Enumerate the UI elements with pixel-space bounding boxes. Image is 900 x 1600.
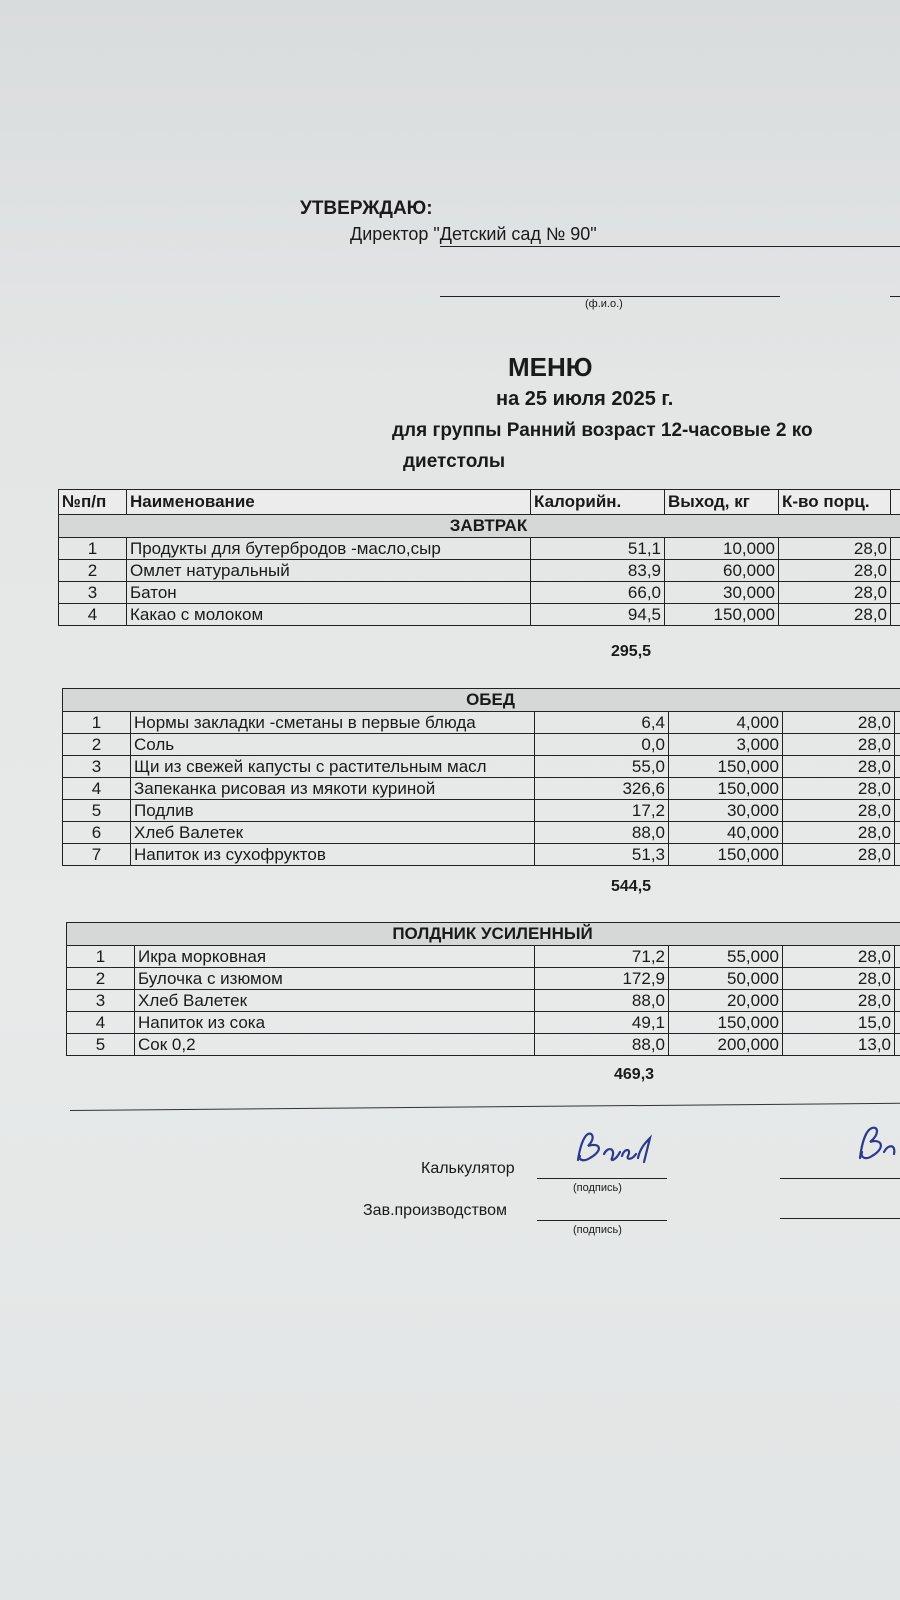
row-output: 30,000: [665, 582, 779, 604]
row-number: 2: [59, 560, 127, 582]
table-row: [63, 822, 900, 844]
row-name: Хлеб Валетек: [131, 822, 535, 844]
calculator-right-line: [780, 1178, 900, 1179]
row-portions: 28,0: [783, 778, 895, 800]
table-row: [63, 734, 900, 756]
section-title: ОБЕД: [63, 689, 900, 712]
row-name: Нормы закладки -сметаны в первые блюда: [131, 712, 535, 734]
fio-line: [440, 296, 780, 297]
breakfast-table: [58, 489, 900, 626]
table-row: [67, 1034, 900, 1056]
row-calories: 55,0: [535, 756, 669, 778]
row-output: 200,000: [669, 1034, 783, 1056]
calculator-sub: (подпись): [573, 1182, 622, 1194]
production-head-sub: (подпись): [573, 1224, 622, 1236]
table-row: [63, 756, 900, 778]
row-calories: 88,0: [535, 822, 669, 844]
row-output: 150,000: [665, 604, 779, 626]
row-name: Омлет натуральный: [127, 560, 531, 582]
row-number: 1: [63, 712, 131, 734]
row-portions: 28,0: [783, 822, 895, 844]
row-number: 1: [67, 946, 135, 968]
calculator-label: Калькулятор: [421, 1160, 515, 1177]
calculator-signature-line: [537, 1178, 667, 1179]
row-portions: 28,0: [779, 538, 891, 560]
row-calories: 6,4: [535, 712, 669, 734]
breakfast-total: 295,5: [611, 643, 652, 660]
table-row: [59, 560, 900, 582]
menu-title: МЕНЮ: [508, 352, 593, 382]
col-header-number: №п/п: [59, 490, 127, 515]
row-portions: 28,0: [783, 968, 895, 990]
row-output: 10,000: [665, 538, 779, 560]
row-output: 150,000: [669, 756, 783, 778]
row-number: 5: [63, 800, 131, 822]
section-title: ЗАВТРАК: [59, 515, 900, 538]
row-portions: 28,0: [783, 756, 895, 778]
row-output: 55,000: [669, 946, 783, 968]
table-row: [67, 946, 900, 968]
row-output: 150,000: [669, 1012, 783, 1034]
row-portions: 28,0: [779, 582, 891, 604]
row-number: 4: [59, 604, 127, 626]
row-number: 2: [67, 968, 135, 990]
row-calories: 172,9: [535, 968, 669, 990]
production-head-label: Зав.производством: [363, 1202, 507, 1219]
row-name: Напиток из сока: [135, 1012, 535, 1034]
row-name: Булочка с изюмом: [135, 968, 535, 990]
row-calories: 88,0: [535, 1034, 669, 1056]
row-output: 30,000: [669, 800, 783, 822]
row-calories: 88,0: [535, 990, 669, 1012]
row-output: 40,000: [669, 822, 783, 844]
col-header-name: Наименование: [127, 490, 531, 515]
calculator-signature-mark: [570, 1128, 670, 1178]
row-number: 1: [59, 538, 127, 560]
section-title: ПОЛДНИК УСИЛЕННЫЙ: [67, 923, 900, 946]
production-head-signature-line: [537, 1220, 667, 1221]
row-output: 150,000: [669, 778, 783, 800]
row-output: 60,000: [665, 560, 779, 582]
right-signature-mark: [850, 1122, 900, 1172]
row-name: Хлеб Валетек: [135, 990, 535, 1012]
approve-heading: УТВЕРЖДАЮ:: [300, 198, 433, 219]
row-number: 5: [67, 1034, 135, 1056]
row-portions: 28,0: [779, 560, 891, 582]
separator-line: [70, 1103, 900, 1111]
table-row: [67, 1012, 900, 1034]
row-name: Соль: [131, 734, 535, 756]
row-portions: 28,0: [779, 604, 891, 626]
row-name: Подлив: [131, 800, 535, 822]
row-name: Батон: [127, 582, 531, 604]
row-calories: 17,2: [535, 800, 669, 822]
section-title-row: [63, 689, 900, 712]
row-portions: 28,0: [783, 844, 895, 866]
production-head-right-line: [780, 1218, 900, 1219]
section-title-row: [59, 515, 900, 538]
row-number: 3: [63, 756, 131, 778]
row-name: Продукты для бутербродов -масло,сыр: [127, 538, 531, 560]
row-calories: 51,1: [531, 538, 665, 560]
fio-line-right: [890, 296, 900, 297]
row-calories: 94,5: [531, 604, 665, 626]
row-number: 4: [67, 1012, 135, 1034]
section-title-row: [67, 923, 900, 946]
row-name: Какао с молоком: [127, 604, 531, 626]
director-signature-line: [440, 246, 900, 247]
fio-caption: (ф.и.о.): [585, 298, 623, 310]
table-row: [63, 844, 900, 866]
table-row: [67, 968, 900, 990]
row-portions: 28,0: [783, 990, 895, 1012]
row-number: 2: [63, 734, 131, 756]
table-row: [63, 712, 900, 734]
menu-diet: диетстолы: [403, 451, 506, 472]
row-calories: 0,0: [535, 734, 669, 756]
table-row: [59, 538, 900, 560]
director-label: Директор "Детский сад № 90": [350, 224, 597, 244]
row-calories: 51,3: [535, 844, 669, 866]
row-number: 3: [59, 582, 127, 604]
row-portions: 28,0: [783, 800, 895, 822]
row-number: 4: [63, 778, 131, 800]
lunch-total: 544,5: [611, 878, 652, 895]
row-portions: 28,0: [783, 946, 895, 968]
row-portions: 28,0: [783, 712, 895, 734]
table-header-row: [59, 490, 900, 515]
lunch-table: [62, 688, 900, 866]
table-row: [59, 582, 900, 604]
row-output: 4,000: [669, 712, 783, 734]
menu-date: на 25 июля 2025 г.: [496, 388, 674, 410]
col-header-portions: К-во порц.: [779, 490, 891, 515]
row-name: Сок 0,2: [135, 1034, 535, 1056]
row-calories: 83,9: [531, 560, 665, 582]
table-row: [67, 990, 900, 1012]
snack-table: [66, 922, 900, 1056]
row-output: 3,000: [669, 734, 783, 756]
row-name: Щи из свежей капусты с растительным масл: [131, 756, 535, 778]
snack-total: 469,3: [614, 1066, 655, 1083]
row-output: 50,000: [669, 968, 783, 990]
row-number: 3: [67, 990, 135, 1012]
table-row: [59, 604, 900, 626]
row-number: 6: [63, 822, 131, 844]
row-number: 7: [63, 844, 131, 866]
table-row: [63, 800, 900, 822]
table-row: [63, 778, 900, 800]
row-portions: 15,0: [783, 1012, 895, 1034]
row-calories: 49,1: [535, 1012, 669, 1034]
col-header-calories: Калорийн.: [531, 490, 665, 515]
menu-group: для группы Ранний возраст 12-часовые 2 ко: [392, 420, 813, 441]
row-name: Запеканка рисовая из мякоти куриной: [131, 778, 535, 800]
row-name: Напиток из сухофруктов: [131, 844, 535, 866]
row-calories: 66,0: [531, 582, 665, 604]
row-name: Икра морковная: [135, 946, 535, 968]
row-calories: 326,6: [535, 778, 669, 800]
row-calories: 71,2: [535, 946, 669, 968]
row-output: 20,000: [669, 990, 783, 1012]
col-header-output: Выход, кг: [665, 490, 779, 515]
row-portions: 28,0: [783, 734, 895, 756]
row-output: 150,000: [669, 844, 783, 866]
row-portions: 13,0: [783, 1034, 895, 1056]
